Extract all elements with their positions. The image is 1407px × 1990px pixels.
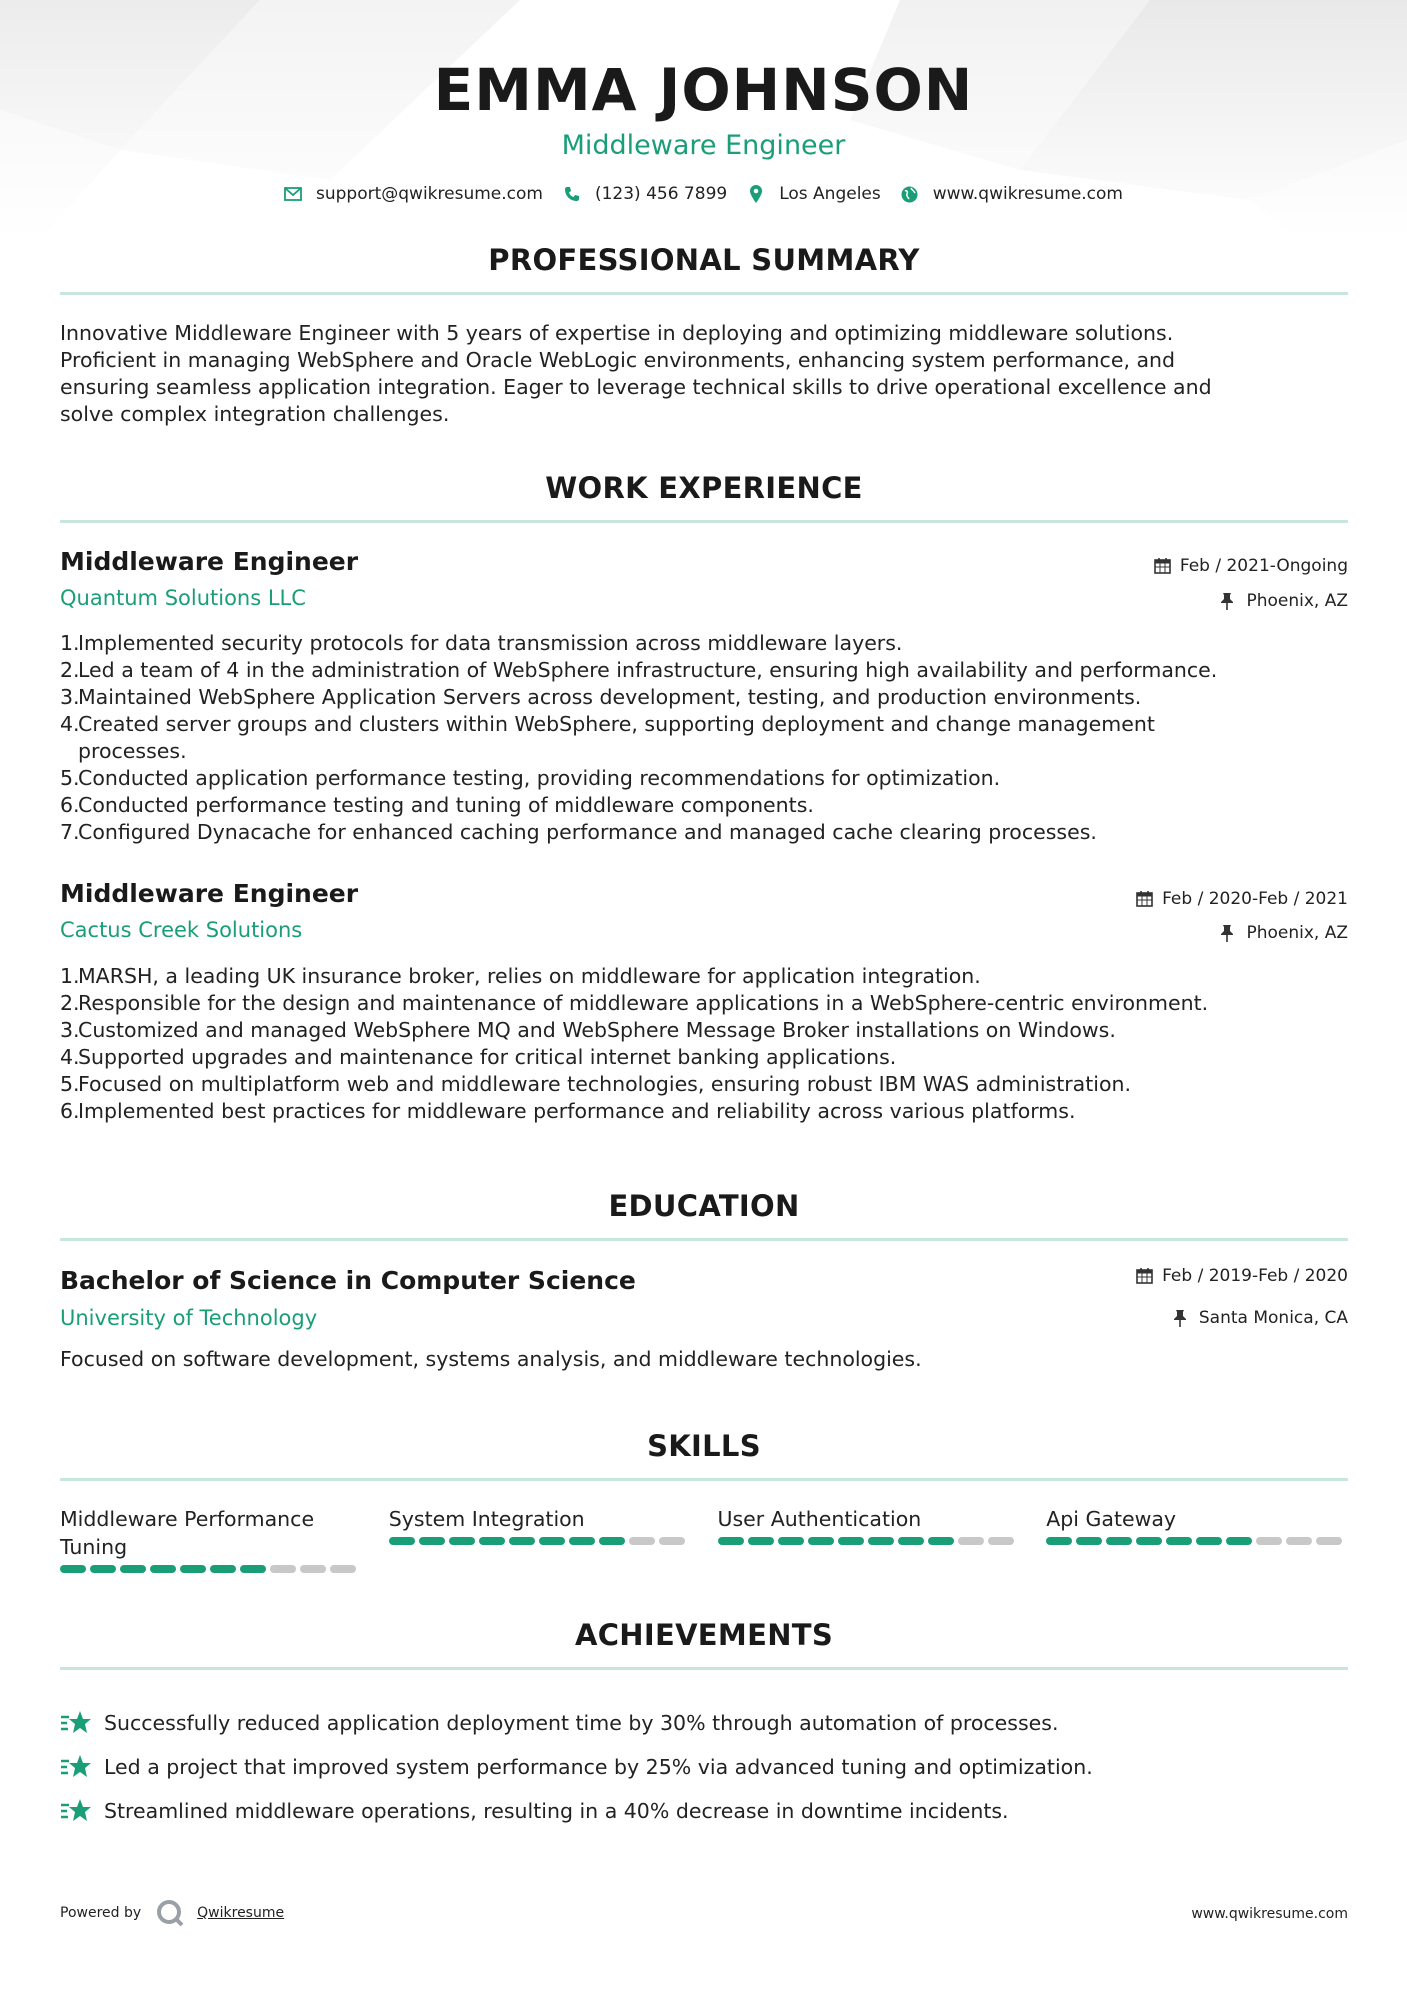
pushpin-icon <box>1220 924 1238 942</box>
skill-dot-filled <box>539 1537 565 1545</box>
bullet-text: Focused on multiplatform web and middleware technologies, ensuring robust IBM WAS administration. <box>78 1072 1132 1096</box>
skill-name-line: System Integration <box>388 1507 585 1531</box>
powered-by-label: Powered by <box>60 1905 142 1921</box>
education-degree: Bachelor of Science in Computer Science <box>60 1266 636 1295</box>
list-item <box>60 765 1340 792</box>
list-item <box>60 711 1340 765</box>
job-bullets <box>60 963 1340 1125</box>
footer-powered-by <box>60 1898 284 1928</box>
skill-dot-filled <box>1136 1537 1162 1545</box>
job-location <box>1220 591 1348 611</box>
skill-dot-filled <box>210 1565 236 1573</box>
education-date <box>1136 1266 1348 1286</box>
bullet-text: Customized and managed WebSphere MQ and WebSphere Message Broker installations on Windows. <box>78 1018 1116 1042</box>
globe-icon <box>901 185 919 203</box>
list-item <box>60 1017 1340 1044</box>
bullet-number: 5. <box>60 1072 80 1096</box>
achievement-item <box>60 1709 1340 1737</box>
star-icon <box>60 1753 92 1781</box>
skill-dot-filled <box>838 1537 864 1545</box>
list-item <box>60 657 1340 684</box>
candidate-name: EMMA JOHNSON <box>433 56 974 124</box>
skill-dot-filled <box>479 1537 505 1545</box>
contact-website[interactable] <box>901 184 1123 204</box>
list-item <box>60 630 1340 657</box>
skill-name-line: Tuning <box>60 1535 128 1559</box>
achievements-divider <box>60 1667 1348 1670</box>
education-date-text: Feb / 2019-Feb / 2020 <box>1162 1266 1348 1286</box>
skill-dot-filled <box>748 1537 774 1545</box>
experience-heading: WORK EXPERIENCE <box>545 471 863 505</box>
bullet-text <box>78 819 1097 846</box>
summary-line: Proficient in managing WebSphere and Oracle WebLogic environments, enhancing system performance, and <box>60 348 1176 372</box>
bullet-line: Configured Dynacache for enhanced caching performance and managed cache clearing processes. <box>78 820 1097 844</box>
bullet-number: 3. <box>60 1018 80 1042</box>
resume-header <box>0 0 1407 204</box>
bullet-text <box>78 657 1217 684</box>
job-location-text: Phoenix, AZ <box>1246 923 1348 943</box>
achievement-text: Led a project that improved system performance by 25% via advanced tuning and optimization. <box>104 1755 1093 1779</box>
skills-divider <box>60 1478 1348 1481</box>
bullet-number: 3. <box>60 685 80 709</box>
skill-item <box>389 1505 691 1573</box>
job-company: Quantum Solutions LLC <box>60 586 306 610</box>
skill-dot-empty <box>659 1537 685 1545</box>
job-company: Cactus Creek Solutions <box>60 918 303 942</box>
job-date-text: Feb / 2020-Feb / 2021 <box>1162 889 1348 909</box>
contact-bar <box>0 184 1407 204</box>
list-item <box>60 792 1340 819</box>
list-item <box>60 1044 1340 1071</box>
skills-heading: SKILLS <box>647 1429 761 1463</box>
bullet-line: Led a team of 4 in the administration of WebSphere infrastructure, ensuring high availability and performance. <box>78 658 1218 682</box>
bullet-number: 4. <box>60 712 80 736</box>
skill-item <box>1046 1505 1348 1573</box>
summary-line: ensuring seamless application integration. Eager to leverage technical skills to drive operational excellence and <box>60 375 1212 399</box>
skill-dot-empty <box>330 1565 356 1573</box>
candidate-role: Middleware Engineer <box>561 130 846 161</box>
skill-dot-empty <box>1316 1537 1342 1545</box>
skill-dot-filled <box>60 1565 86 1573</box>
skill-name <box>718 1505 1020 1533</box>
education-school: University of Technology <box>60 1306 318 1330</box>
bullet-text: Implemented best practices for middleware performance and reliability across various platforms. <box>78 1099 1076 1123</box>
bullet-text <box>78 711 1155 765</box>
summary-line: solve complex integration challenges. <box>60 402 450 426</box>
list-item <box>60 1071 1340 1098</box>
education-heading: EDUCATION <box>608 1189 800 1223</box>
contact-website-text: www.qwikresume.com <box>932 184 1123 204</box>
skill-dot-filled <box>509 1537 535 1545</box>
list-item <box>60 1098 1340 1125</box>
qwikresume-logo-icon <box>155 1898 185 1928</box>
job-title: Middleware Engineer <box>60 879 359 908</box>
skill-dot-empty <box>1286 1537 1312 1545</box>
bullet-number: 2. <box>60 991 80 1015</box>
job-title: Middleware Engineer <box>60 547 359 576</box>
job-date <box>1136 889 1348 909</box>
list-item <box>60 819 1340 846</box>
skill-dot-filled <box>180 1565 206 1573</box>
skill-rating <box>389 1537 691 1545</box>
bullet-line: Conducted application performance testing, providing recommendations for optimization. <box>78 766 1001 790</box>
bullet-text: Responsible for the design and maintenance of middleware applications in a WebSphere-centric environment. <box>78 991 1209 1015</box>
bullet-line: Implemented security protocols for data transmission across middleware layers. <box>78 631 903 655</box>
skill-dot-empty <box>958 1537 984 1545</box>
pushpin-icon <box>1220 592 1238 610</box>
bullet-text <box>78 765 1000 792</box>
list-item <box>60 684 1340 711</box>
contact-phone[interactable] <box>563 184 727 204</box>
skill-dot-filled <box>1196 1537 1222 1545</box>
contact-phone-text: (123) 456 7899 <box>594 184 728 204</box>
bullet-line: Maintained WebSphere Application Servers across development, testing, and production environments. <box>78 685 1142 709</box>
skill-name-line: Middleware Performance <box>60 1507 315 1531</box>
education-location-text: Santa Monica, CA <box>1198 1308 1348 1328</box>
skill-name <box>1046 1505 1348 1533</box>
skill-dot-filled <box>718 1537 744 1545</box>
education-divider <box>60 1238 1348 1241</box>
bullet-line: Conducted performance testing and tuning of middleware components. <box>78 793 814 817</box>
summary-line: Innovative Middleware Engineer with 5 years of expertise in deploying and optimizing middleware solutions. <box>60 321 1174 345</box>
skill-dot-filled <box>808 1537 834 1545</box>
skill-dot-filled <box>419 1537 445 1545</box>
phone-icon <box>563 185 581 203</box>
job-bullets <box>60 630 1340 846</box>
skill-dot-filled <box>120 1565 146 1573</box>
bullet-number: 7. <box>60 820 80 844</box>
envelope-icon <box>284 185 302 203</box>
skill-dot-filled <box>898 1537 924 1545</box>
bullet-number: 1. <box>60 631 80 655</box>
achievement-text: Streamlined middleware operations, resulting in a 40% decrease in downtime incidents. <box>104 1799 1009 1823</box>
skill-name <box>389 1505 691 1533</box>
skill-dot-empty <box>300 1565 326 1573</box>
contact-email-text: support@qwikresume.com <box>316 184 543 204</box>
bullet-number: 4. <box>60 1045 80 1069</box>
skill-dot-filled <box>778 1537 804 1545</box>
skill-name <box>60 1505 362 1561</box>
job-date-text: Feb / 2021-Ongoing <box>1179 556 1348 576</box>
star-icon <box>60 1797 92 1825</box>
bullet-number: 5. <box>60 766 80 790</box>
skill-rating <box>60 1565 362 1573</box>
summary-text <box>60 320 1340 428</box>
bullet-number: 2. <box>60 658 80 682</box>
skill-dot-empty <box>629 1537 655 1545</box>
summary-heading: PROFESSIONAL SUMMARY <box>488 243 920 277</box>
skill-dot-empty <box>988 1537 1014 1545</box>
star-icon <box>60 1709 92 1737</box>
skills-grid <box>60 1505 1348 1573</box>
skill-rating <box>718 1537 1020 1545</box>
education-description: Focused on software development, systems analysis, and middleware technologies. <box>60 1347 922 1371</box>
bullet-text <box>78 792 814 819</box>
skill-dot-filled <box>150 1565 176 1573</box>
bullet-line: processes. <box>78 739 187 763</box>
skill-dot-filled <box>240 1565 266 1573</box>
contact-location <box>747 184 881 204</box>
skill-dot-filled <box>569 1537 595 1545</box>
skill-item <box>60 1505 362 1573</box>
skill-dot-filled <box>90 1565 116 1573</box>
skill-dot-filled <box>1166 1537 1192 1545</box>
skill-item <box>718 1505 1020 1573</box>
skill-dot-filled <box>868 1537 894 1545</box>
skill-rating <box>1046 1537 1348 1545</box>
bullet-number: 6. <box>60 1099 80 1123</box>
bullet-text: MARSH, a leading UK insurance broker, relies on middleware for application integration. <box>78 964 981 988</box>
skill-dot-filled <box>389 1537 415 1545</box>
skill-dot-filled <box>1076 1537 1102 1545</box>
calendar-icon <box>1136 1267 1154 1285</box>
skill-dot-filled <box>1046 1537 1072 1545</box>
pushpin-icon <box>1173 1309 1191 1327</box>
bullet-number: 6. <box>60 793 80 817</box>
calendar-icon <box>1154 557 1172 575</box>
skill-dot-filled <box>928 1537 954 1545</box>
summary-divider <box>60 292 1348 295</box>
contact-email[interactable] <box>284 184 543 204</box>
skill-dot-empty <box>270 1565 296 1573</box>
footer-url[interactable]: www.qwikresume.com <box>1191 1906 1348 1922</box>
skill-name-line: Api Gateway <box>1046 1507 1177 1531</box>
job-location-text: Phoenix, AZ <box>1246 591 1348 611</box>
bullet-text <box>78 684 1141 711</box>
achievement-text: Successfully reduced application deployment time by 30% through automation of processes. <box>104 1711 1059 1735</box>
list-item <box>60 990 1340 1017</box>
skill-dot-empty <box>1256 1537 1282 1545</box>
bullet-number: 1. <box>60 964 80 988</box>
education-location <box>1173 1308 1348 1328</box>
contact-location-text: Los Angeles <box>779 184 881 204</box>
experience-divider <box>60 520 1348 523</box>
job-location <box>1220 923 1348 943</box>
bullet-line: Created server groups and clusters within WebSphere, supporting deployment and change management <box>78 712 1155 736</box>
skill-dot-filled <box>1226 1537 1252 1545</box>
calendar-icon <box>1136 890 1154 908</box>
achievements-heading: ACHIEVEMENTS <box>574 1618 834 1652</box>
job-date <box>1154 556 1348 576</box>
skill-dot-filled <box>449 1537 475 1545</box>
list-item <box>60 963 1340 990</box>
skill-name-line: User Authentication <box>717 1507 922 1531</box>
skill-dot-filled <box>599 1537 625 1545</box>
map-pin-icon <box>747 185 765 203</box>
bullet-text <box>78 630 902 657</box>
skill-dot-filled <box>1106 1537 1132 1545</box>
achievement-item <box>60 1797 1340 1825</box>
qwikresume-link[interactable]: Qwikresume <box>197 1905 285 1921</box>
bullet-text: Supported upgrades and maintenance for critical internet banking applications. <box>78 1045 897 1069</box>
achievement-item <box>60 1753 1340 1781</box>
